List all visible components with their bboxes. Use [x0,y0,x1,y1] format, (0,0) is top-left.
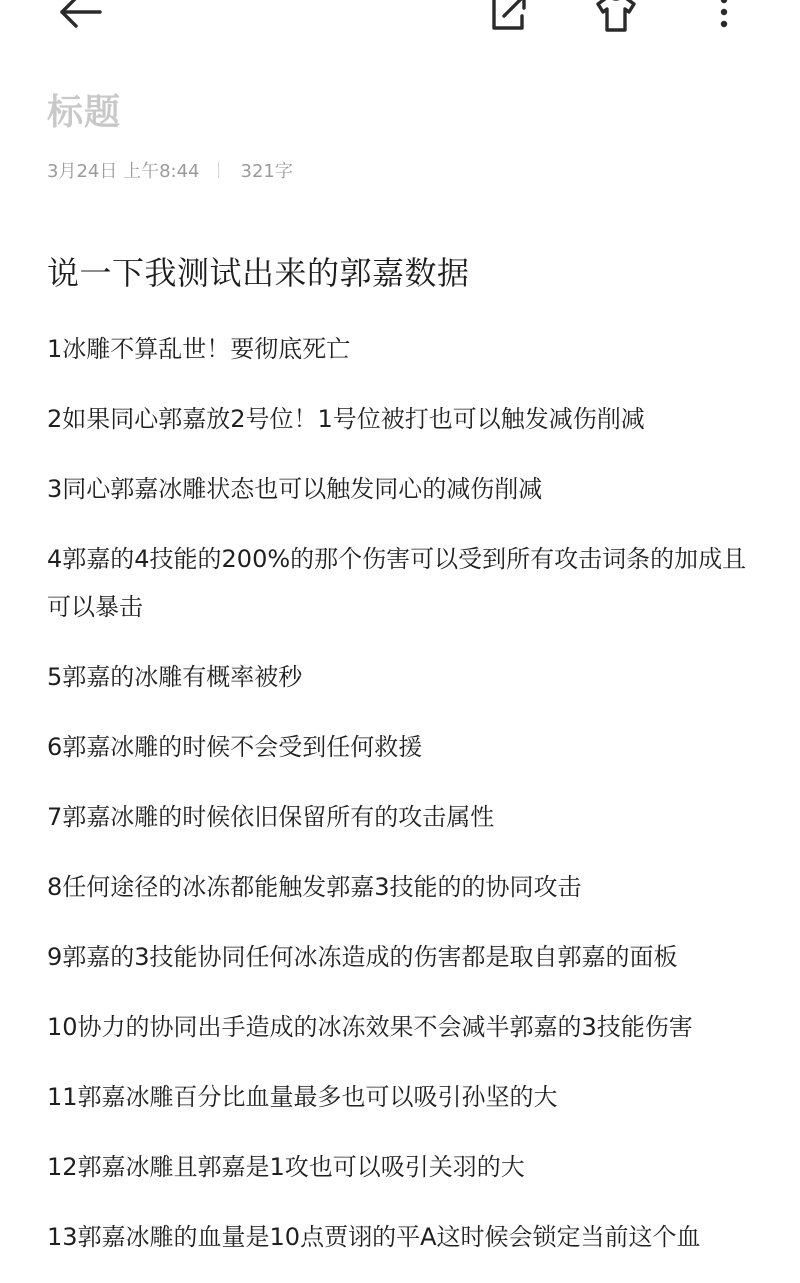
note-heading[interactable]: 说一下我测试出来的郭嘉数据 [47,254,470,292]
note-word-count: 321字 [240,161,293,182]
top-toolbar [0,0,800,60]
paragraph-2: 2如果同心郭嘉放2号位！1号位被打也可以触发减伤削减 [47,405,645,433]
paragraph-9: 9郭嘉的3技能协同任何冰冻造成的伤害都是取自郭嘉的面板 [47,943,678,971]
paragraph-4: 4郭嘉的4技能的200%的那个伤害可以受到所有攻击词条的加成且可以暴击 [47,545,747,621]
paragraph-7: 7郭嘉冰雕的时候依旧保留所有的攻击属性 [47,803,495,831]
paragraph-3: 3同心郭嘉冰雕状态也可以触发同心的减伤削减 [47,475,543,503]
tshirt-icon [594,0,638,34]
note-date: 3月24日 上午8:44 [47,161,200,182]
back-button[interactable] [56,0,104,36]
share-icon [486,0,530,34]
note-title-placeholder[interactable]: 标题 [47,92,122,133]
paragraph-5: 5郭嘉的冰雕有概率被秒 [47,663,303,691]
meta-divider [218,162,219,178]
paragraph-6: 6郭嘉冰雕的时候不会受到任何救援 [47,733,423,761]
paragraph-12: 12郭嘉冰雕且郭嘉是1攻也可以吸引关羽的大 [47,1153,525,1181]
share-button[interactable] [484,0,532,36]
arrow-left-icon [56,0,104,36]
paragraph-8: 8任何途径的冰冻都能触发郭嘉3技能的的协同攻击 [47,873,582,901]
paragraph-11: 11郭嘉冰雕百分比血量最多也可以吸引孙坚的大 [47,1083,558,1111]
more-button[interactable] [700,0,748,36]
theme-button[interactable] [592,0,640,36]
note-body[interactable] [47,325,747,1283]
paragraph-13: 13郭嘉冰雕的血量是10点贾诩的平A这时候会锁定当前这个血 [47,1223,701,1251]
paragraph-10: 10协力的协同出手造成的冰冻效果不会减半郭嘉的3技能伤害 [47,1013,693,1041]
paragraph-1: 1冰雕不算乱世！要彻底死亡 [47,335,351,363]
note-meta [47,157,293,183]
more-vertical-icon [700,0,748,36]
